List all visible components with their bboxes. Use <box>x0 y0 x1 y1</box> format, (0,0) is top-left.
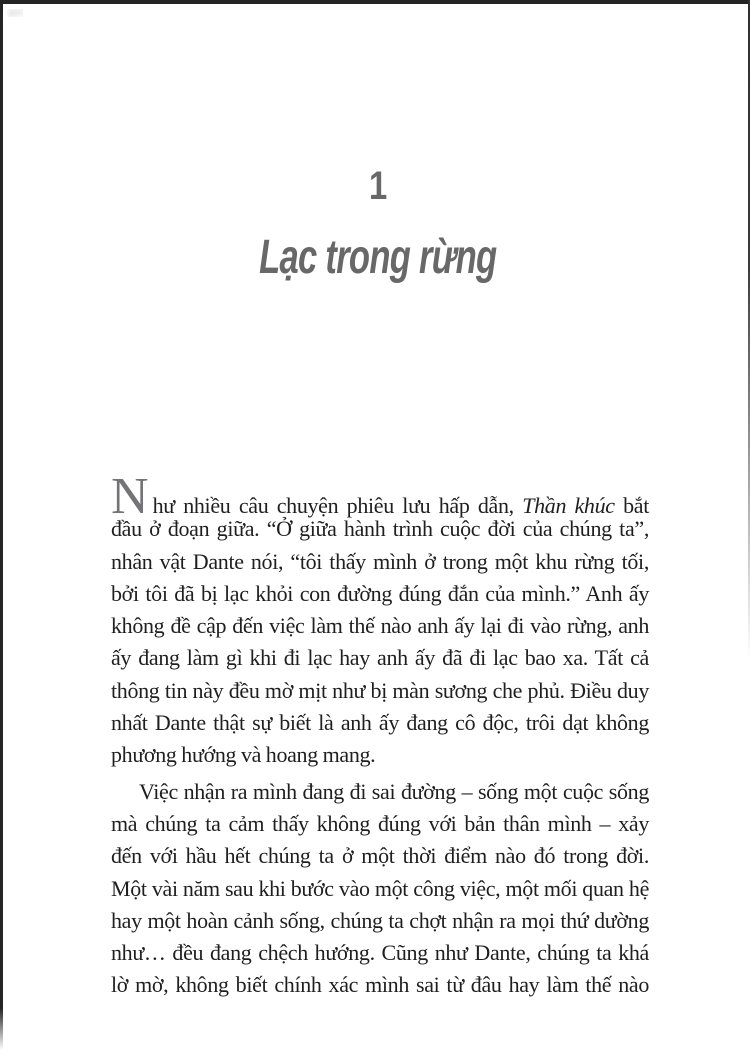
text-line: hay một hoàn cảnh sống, chúng ta chợt nhận ra mọi thứ dường <box>111 907 649 933</box>
chapter-number <box>0 166 750 206</box>
text-line: nhân vật Dante nói, “tôi thấy mình ở trong một khu rừng tối, <box>111 548 649 574</box>
text-line: nhất Dante thật sự biết là anh ấy đang cô độc, trôi dạt không <box>111 710 649 736</box>
scan-edge-left <box>0 0 3 1050</box>
text-line: đến với hầu hết chúng ta ở một thời điểm nào đó trong đời. <box>111 843 649 869</box>
text-line: đầu ở đoạn giữa. “Ở giữa hành trình cuộc đời của chúng ta”, <box>111 516 649 542</box>
dropcap-letter: N <box>111 468 149 525</box>
text-line: bởi tôi đã bị lạc khỏi con đường đúng đắn của mình.” Anh ấy <box>111 580 649 606</box>
scan-artifact <box>7 9 23 17</box>
text-line: như… đều đang chệch hướng. Cũng như Dante, chúng ta khá <box>111 940 649 966</box>
chapter-title <box>0 233 750 283</box>
scan-edge-top <box>0 0 750 4</box>
text-line: phương hướng và hoang mang. <box>111 742 376 768</box>
body-text <box>111 468 649 1002</box>
text-line: mà chúng ta cảm thấy không đúng với bản thân mình – xảy <box>111 810 649 836</box>
chapter-number-text: 1 <box>368 164 388 208</box>
chapter-title-text: Lạc trong rừng <box>259 231 497 284</box>
text-line: Như nhiều câu chuyện phiêu lưu hấp dẫn, Thần khúc bắt <box>111 468 649 525</box>
paragraph <box>111 468 649 772</box>
text-line: không đề cập đến việc làm thế nào anh ấy lại đi vào rừng, anh <box>111 613 649 639</box>
paragraph <box>111 776 649 1002</box>
text-line: lờ mờ, không biết chính xác mình sai từ đâu hay làm thế nào <box>111 972 649 998</box>
text-line: ấy đang làm gì khi đi lạc hay anh ấy đã đi lạc bao xa. Tất cả <box>111 645 649 671</box>
text-line: Việc nhận ra mình đang đi sai đường – sống một cuộc sống <box>139 778 649 804</box>
text-line: thông tin này đều mờ mịt như bị màn sương che phủ. Điều duy <box>111 677 649 703</box>
text-line: Một vài năm sau khi bước vào một công việc, một mối quan hệ <box>111 875 649 901</box>
